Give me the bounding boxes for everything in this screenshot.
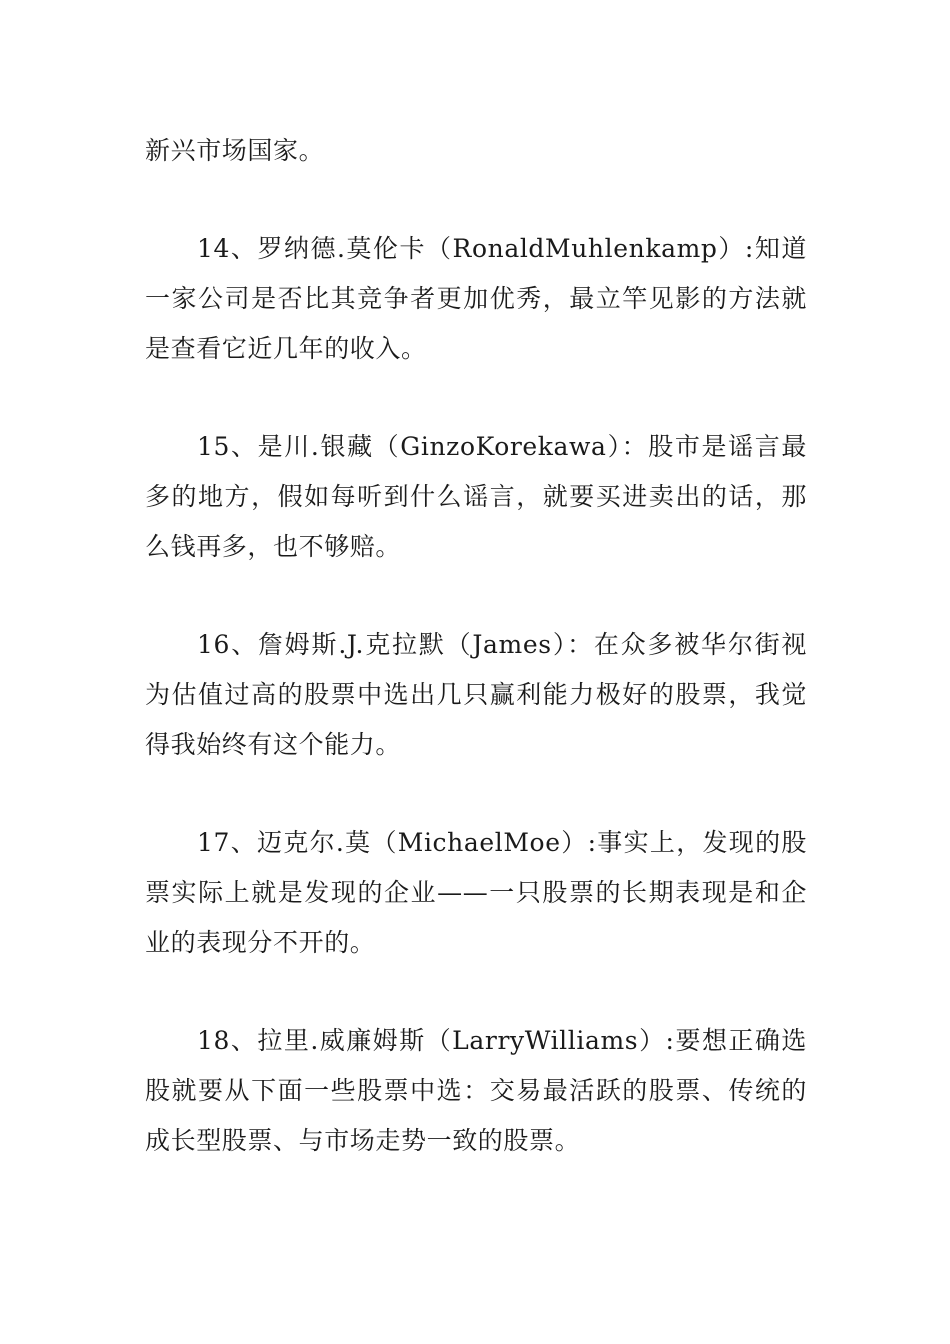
paragraph-gap (145, 968, 807, 1016)
paragraph-continuation: 新兴市场国家。 (145, 136, 325, 165)
paragraph-quote-18: 18、拉里.威廉姆斯（LarryWilliams）:要想正确选股就要从下面一些股票中选：交易最活跃的股票、传统的成长型股票、与市场走势一致的股票。 (145, 1026, 807, 1155)
document-body (145, 126, 807, 1166)
paragraph-quote-17: 17、迈克尔.莫（MichaelMoe）:事实上，发现的股票实际上就是发现的企业——一只股票的长期表现是和企业的表现分不开的。 (145, 828, 807, 957)
paragraph-quote-16: 16、詹姆斯.J.克拉默（James）：在众多被华尔街视为估值过高的股票中选出几只赢利能力极好的股票，我觉得我始终有这个能力。 (145, 630, 807, 759)
paragraph-gap (145, 572, 807, 620)
paragraph-quote-14: 14、罗纳德.莫伦卡（RonaldMuhlenkamp）:知道一家公司是否比其竞争者更加优秀，最立竿见影的方法就是查看它近几年的收入。 (145, 234, 807, 363)
paragraph-gap (145, 176, 807, 224)
paragraph-gap (145, 770, 807, 818)
paragraph-quote-15: 15、是川.银藏（GinzoKorekawa）：股市是谣言最多的地方，假如每听到什么谣言，就要买进卖出的话，那么钱再多，也不够赔。 (145, 432, 807, 561)
paragraph-gap (145, 374, 807, 422)
